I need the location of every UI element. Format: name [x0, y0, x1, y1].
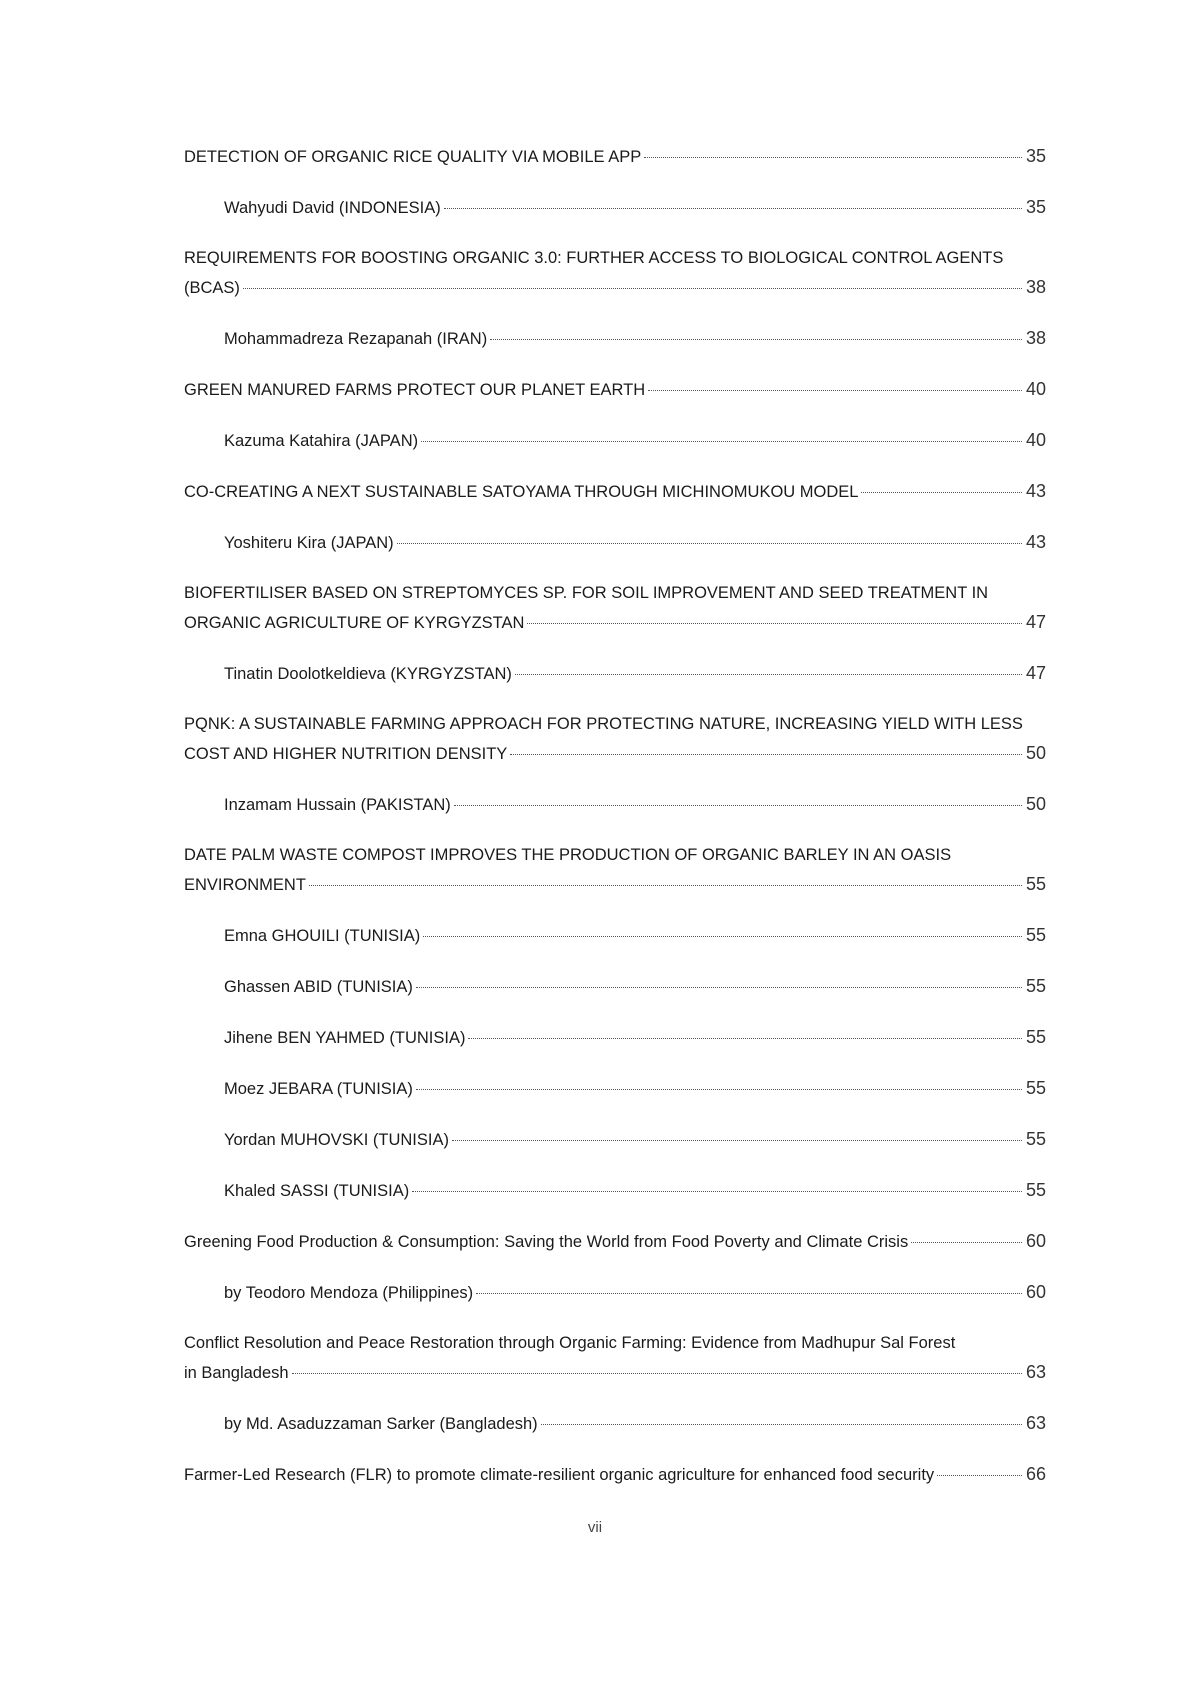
toc-entry-author[interactable]: [184, 1023, 1046, 1053]
dot-leader: [452, 1140, 1022, 1141]
toc-page-number: 55: [1025, 1027, 1046, 1047]
toc-entry-text: (BCAS): [184, 279, 240, 297]
toc-page-number: 50: [1025, 794, 1046, 814]
toc-entry-text: DETECTION OF ORGANIC RICE QUALITY VIA MOBILE APP: [184, 148, 642, 166]
toc-page-number: 55: [1025, 976, 1046, 996]
toc-page-number: 60: [1025, 1282, 1046, 1302]
toc-entry-text: Emna GHOUILI (TUNISIA): [224, 927, 421, 945]
dot-leader: [421, 441, 1022, 442]
dot-leader: [468, 1038, 1022, 1039]
toc-entry-text: REQUIREMENTS FOR BOOSTING ORGANIC 3.0: FURTHER ACCESS TO BIOLOGICAL CONTROL AGENTS: [184, 249, 1004, 267]
toc-page-number: 43: [1025, 532, 1046, 552]
toc-entry-text: Moez JEBARA (TUNISIA): [224, 1080, 413, 1098]
toc-entry-title[interactable]: [184, 142, 1046, 172]
toc-page-number: 55: [1025, 874, 1046, 894]
toc-entry-author[interactable]: [184, 1409, 1046, 1439]
toc-page-number: 55: [1025, 1180, 1046, 1200]
dot-leader: [476, 1293, 1022, 1294]
toc-entry-text: Yoshiteru Kira (JAPAN): [224, 534, 394, 552]
toc-entry-author[interactable]: [184, 1074, 1046, 1104]
toc-entry-text: Kazuma Katahira (JAPAN): [224, 432, 419, 450]
dot-leader: [243, 288, 1022, 289]
dot-leader: [490, 339, 1022, 340]
toc-entry-text: CO-CREATING A NEXT SUSTAINABLE SATOYAMA THROUGH MICHINOMUKOU MODEL: [184, 483, 859, 501]
dot-leader: [937, 1475, 1022, 1476]
toc-entry-line: [224, 1176, 1046, 1206]
toc-entry-text: Conflict Resolution and Peace Restoration through Organic Farming: Evidence from Madhupur Sal Forest: [184, 1334, 956, 1352]
toc-entry-line: [224, 921, 1046, 951]
toc-entry-line: [224, 426, 1046, 456]
toc-entry-text: Greening Food Production & Consumption: Saving the World from Food Poverty and Climate Crisis: [184, 1233, 909, 1251]
dot-leader: [416, 1089, 1022, 1090]
toc-entry-text: BIOFERTILISER BASED ON STREPTOMYCES SP. FOR SOIL IMPROVEMENT AND SEED TREATMENT IN: [184, 584, 989, 602]
dot-leader: [292, 1373, 1022, 1374]
dot-leader: [397, 543, 1022, 544]
toc-entry-line: [184, 1358, 1046, 1388]
toc-entry-author[interactable]: [184, 324, 1046, 354]
toc-page-number: 60: [1025, 1231, 1046, 1251]
dot-leader: [309, 885, 1022, 886]
toc-entry-title[interactable]: [184, 375, 1046, 405]
toc-page-number: 63: [1025, 1413, 1046, 1433]
toc-entry-author[interactable]: [184, 659, 1046, 689]
toc-entry-author[interactable]: [184, 972, 1046, 1002]
toc-entry-text: Mohammadreza Rezapanah (IRAN): [224, 330, 488, 348]
dot-leader: [911, 1242, 1022, 1243]
toc-page-number: 43: [1025, 481, 1046, 501]
toc-entry-text: Tinatin Doolotkeldieva (KYRGYZSTAN): [224, 665, 512, 683]
dot-leader: [861, 492, 1022, 493]
toc-page-number: 63: [1025, 1362, 1046, 1382]
toc-entry-line: [224, 1125, 1046, 1155]
table-of-contents: [184, 142, 1046, 1511]
toc-entry-title[interactable]: [184, 244, 1046, 303]
toc-page-number: 55: [1025, 1078, 1046, 1098]
toc-entry-author[interactable]: [184, 1278, 1046, 1308]
toc-entry-text: Inzamam Hussain (PAKISTAN): [224, 796, 451, 814]
toc-page-number: 55: [1025, 1129, 1046, 1149]
toc-entry-text: COST AND HIGHER NUTRITION DENSITY: [184, 745, 508, 763]
dot-leader: [527, 623, 1022, 624]
toc-entry-text: DATE PALM WASTE COMPOST IMPROVES THE PRODUCTION OF ORGANIC BARLEY IN AN OASIS: [184, 846, 952, 864]
toc-entry-text: Farmer-Led Research (FLR) to promote climate-resilient organic agriculture for enhanced food security: [184, 1466, 935, 1484]
toc-page-number: 38: [1025, 277, 1046, 297]
toc-page-number: 66: [1025, 1464, 1046, 1484]
toc-entry-line: [224, 193, 1046, 223]
toc-entry-author[interactable]: [184, 528, 1046, 558]
toc-entry-line: [184, 608, 1046, 638]
toc-entry-line: [224, 1409, 1046, 1439]
toc-page-number: 40: [1025, 379, 1046, 399]
page-number: vii: [587, 1519, 603, 1536]
toc-entry-author[interactable]: [184, 426, 1046, 456]
toc-entry-title[interactable]: [184, 1460, 1046, 1490]
toc-entry-author[interactable]: [184, 790, 1046, 820]
toc-page-number: 50: [1025, 743, 1046, 763]
dot-leader: [648, 390, 1022, 391]
toc-entry-line: [184, 273, 1046, 303]
toc-entry-line: [224, 1278, 1046, 1308]
toc-entry-line: [224, 972, 1046, 1002]
toc-page-number: 38: [1025, 328, 1046, 348]
toc-entry-line: [184, 1460, 1046, 1490]
toc-entry-title[interactable]: [184, 1329, 1046, 1388]
toc-entry-line: [184, 739, 1046, 769]
toc-entry-line: [224, 528, 1046, 558]
dot-leader: [444, 208, 1022, 209]
toc-entry-text: Ghassen ABID (TUNISIA): [224, 978, 413, 996]
toc-entry-text: Khaled SASSI (TUNISIA): [224, 1182, 410, 1200]
dot-leader: [423, 936, 1022, 937]
toc-entry-text: ORGANIC AGRICULTURE OF KYRGYZSTAN: [184, 614, 525, 632]
toc-entry-text: PQNK: A SUSTAINABLE FARMING APPROACH FOR PROTECTING NATURE, INCREASING YIELD WITH LESS: [184, 715, 1023, 733]
toc-entry-line: [224, 1023, 1046, 1053]
toc-entry-text: GREEN MANURED FARMS PROTECT OUR PLANET EARTH: [184, 381, 646, 399]
toc-entry-line: [224, 324, 1046, 354]
toc-entry-line: [224, 659, 1046, 689]
dot-leader: [510, 754, 1022, 755]
toc-page-number: 35: [1025, 197, 1046, 217]
toc-page-number: 55: [1025, 925, 1046, 945]
toc-entry-text: Jihene BEN YAHMED (TUNISIA): [224, 1029, 466, 1047]
toc-entry-author[interactable]: [184, 1176, 1046, 1206]
toc-entry-title[interactable]: [184, 1227, 1046, 1257]
toc-entry-title[interactable]: [184, 579, 1046, 638]
toc-entry-line: [224, 1074, 1046, 1104]
toc-entry-text: by Md. Asaduzzaman Sarker (Bangladesh): [224, 1415, 538, 1433]
toc-page-number: 40: [1025, 430, 1046, 450]
toc-entry-text: Wahyudi David (INDONESIA): [224, 199, 441, 217]
toc-entry-text: by Teodoro Mendoza (Philippines): [224, 1284, 474, 1302]
toc-entry-line: [184, 1227, 1046, 1257]
toc-entry-title[interactable]: [184, 710, 1046, 769]
dot-leader: [541, 1424, 1022, 1425]
toc-entry-author[interactable]: [184, 1125, 1046, 1155]
dot-leader: [515, 674, 1022, 675]
toc-page-number: 47: [1025, 612, 1046, 632]
toc-entry-line: [184, 870, 1046, 900]
toc-entry-line: [184, 375, 1046, 405]
toc-entry-line: [224, 790, 1046, 820]
toc-entry-text: ENVIRONMENT: [184, 876, 306, 894]
toc-entry-line: [184, 142, 1046, 172]
toc-entry-text: in Bangladesh: [184, 1364, 289, 1382]
dot-leader: [412, 1191, 1022, 1192]
toc-entry-author[interactable]: [184, 921, 1046, 951]
toc-page-number: 47: [1025, 663, 1046, 683]
dot-leader: [416, 987, 1022, 988]
dot-leader: [454, 805, 1022, 806]
toc-entry-title[interactable]: [184, 477, 1046, 507]
toc-entry-title[interactable]: [184, 841, 1046, 900]
toc-entry-author[interactable]: [184, 193, 1046, 223]
dot-leader: [644, 157, 1022, 158]
toc-entry-text: Yordan MUHOVSKI (TUNISIA): [224, 1131, 449, 1149]
toc-page-number: 35: [1025, 146, 1046, 166]
toc-entry-line: [184, 477, 1046, 507]
